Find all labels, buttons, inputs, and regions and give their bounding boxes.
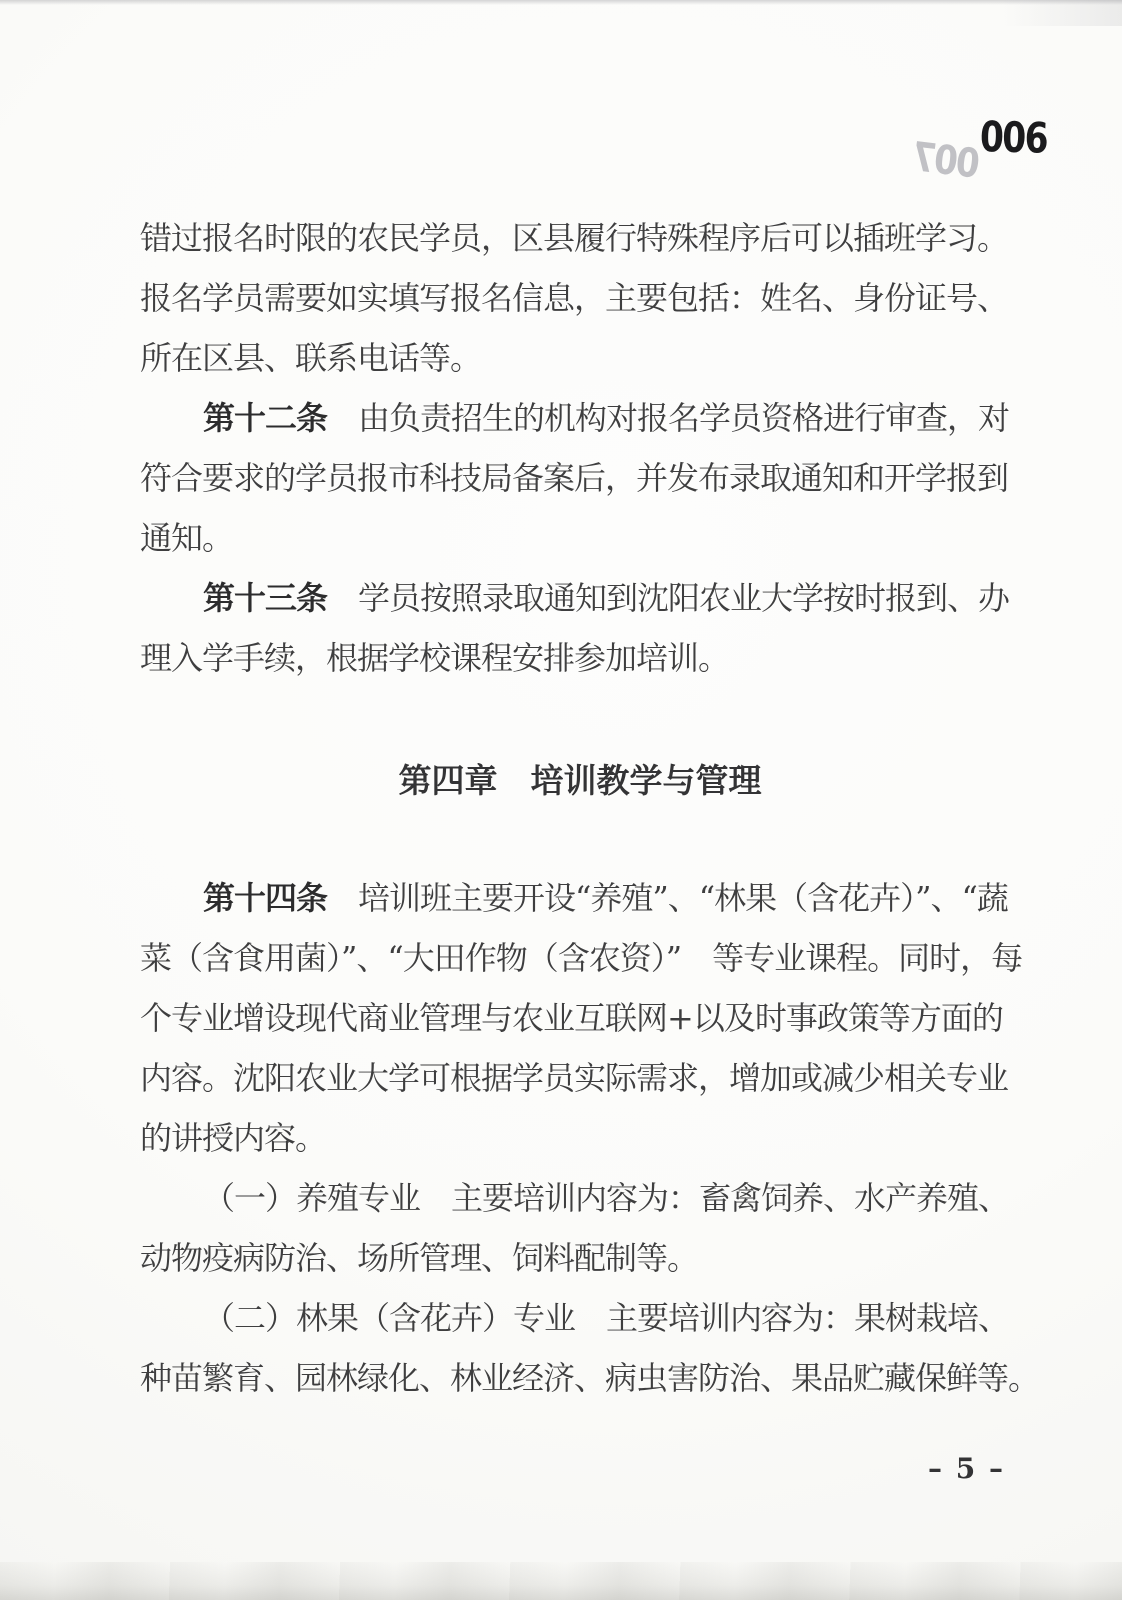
text-line	[140, 328, 1020, 388]
line-text: （一）养殖专业 主要培训内容为：畜禽饲养、水产养殖、	[203, 1179, 1010, 1217]
line-text: 内容。沈阳农业大学可根据学员实际需求，增加或减少相关专业	[140, 1059, 1009, 1097]
article-number: 第十二条	[203, 399, 328, 437]
line-text: 错过报名时限的农民学员，区县履行特殊程序后可以插班学习。	[140, 219, 1009, 257]
text-line	[140, 1168, 1020, 1228]
text-line	[140, 1348, 1040, 1408]
scan-top-edge	[0, 0, 1122, 5]
page-stamp-number: 006	[979, 112, 1048, 163]
line-text: 所在区县、联系电话等。	[140, 339, 482, 377]
line-text: 的讲授内容。	[140, 1119, 327, 1157]
article-number: 第十三条	[203, 579, 328, 617]
line-text: 学员按照录取通知到沈阳农业大学按时报到、办	[327, 579, 1010, 617]
text-line	[140, 868, 1020, 928]
line-text: 理入学手续，根据学校课程安排参加培训。	[140, 639, 730, 677]
text-line	[140, 448, 1020, 508]
line-text: 动物疫病防治、场所管理、饲料配制等。	[140, 1239, 699, 1277]
ghost-page-stamp: 007	[911, 134, 983, 188]
text-line	[140, 1228, 1020, 1288]
line-text: 菜（含食用菌）”、“大田作物（含农资）” 等专业课程。同时，每	[140, 939, 1023, 977]
scan-bottom-edge	[0, 1562, 1122, 1600]
line-text: 通知。	[140, 519, 234, 557]
text-line	[140, 268, 1020, 328]
document-body	[140, 208, 1040, 1408]
text-line	[140, 1288, 1020, 1348]
page-number: – 5 –	[928, 1452, 1005, 1485]
text-line	[140, 208, 1020, 268]
line-text: 由负责招生的机构对报名学员资格进行审查，对	[327, 399, 1010, 437]
line-text: 个专业增设现代商业管理与农业互联网+以及时事政策等方面的	[140, 999, 1003, 1037]
line-text: 报名学员需要如实填写报名信息，主要包括：姓名、身份证号、	[140, 279, 1009, 317]
line-text: 培训班主要开设“养殖”、“林果（含花卉）”、“蔬	[327, 879, 1008, 917]
line-text: 种苗繁育、园林绿化、林业经济、病虫害防治、果品贮藏保鲜等。	[140, 1359, 1040, 1397]
chapter-heading: 第四章 培训教学与管理	[398, 760, 762, 800]
text-line	[140, 388, 1020, 448]
scan-corner-shadow	[1002, 0, 1122, 26]
line-text: 符合要求的学员报市科技局备案后，并发布录取通知和开学报到	[140, 459, 1009, 497]
text-line	[140, 988, 1020, 1048]
text-line	[140, 628, 1020, 688]
text-line	[140, 1048, 1020, 1108]
text-line	[140, 928, 1023, 988]
article-number: 第十四条	[203, 879, 328, 917]
text-line	[140, 1108, 1020, 1168]
text-line	[140, 508, 1020, 568]
line-text: （二）林果（含花卉）专业 主要培训内容为：果树栽培、	[203, 1299, 1010, 1337]
chapter-heading-block	[140, 688, 1020, 868]
text-line	[140, 568, 1020, 628]
